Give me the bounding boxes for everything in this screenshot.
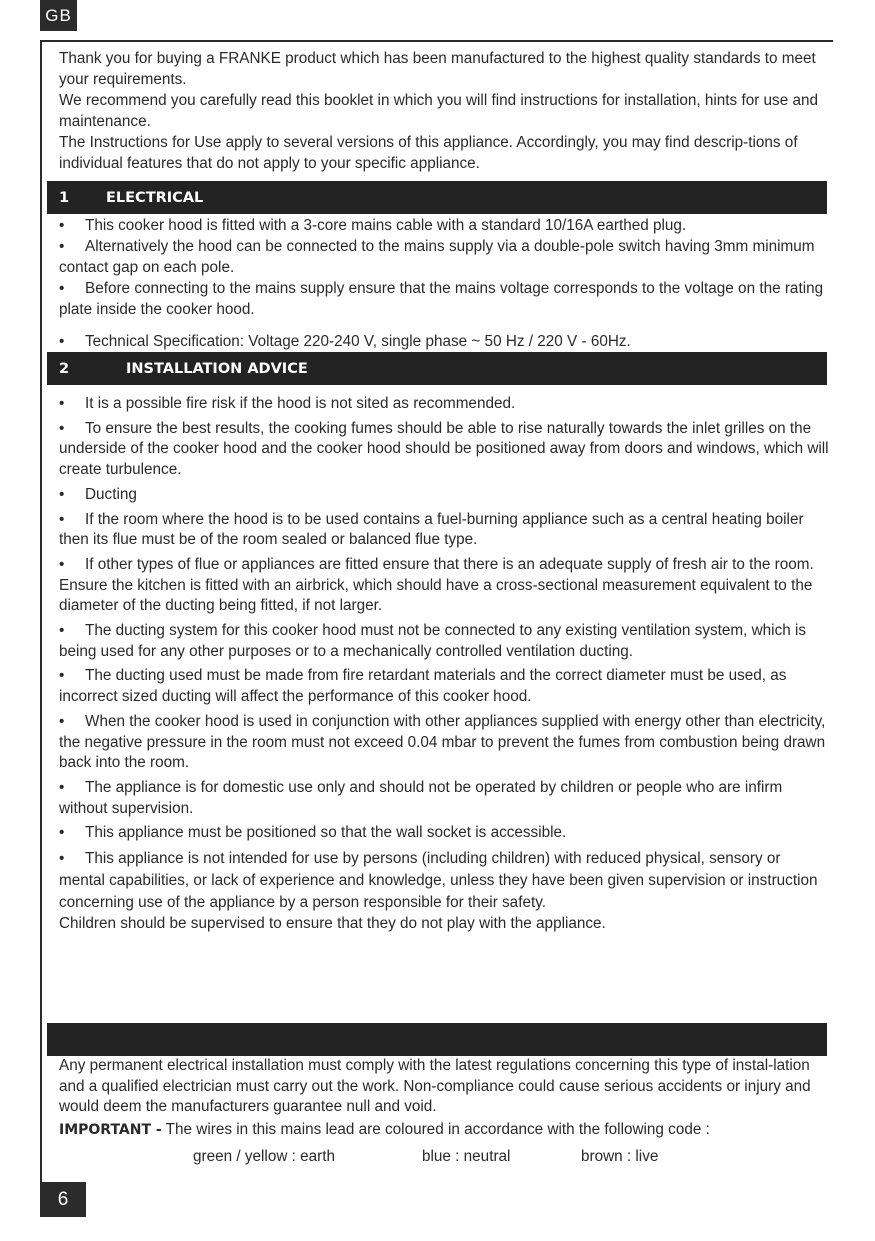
- list-item: • Alternatively the hood can be connected to the mains supply via a double-pole switch having 3mm minimum contact gap on each pole.: [59, 238, 815, 276]
- children-note: Children should be supervised to ensure that they do not play with the appliance.: [59, 915, 606, 933]
- intro-paragraph: We recommend you carefully read this booklet in which you will find instructions for installation, hints for use and maintenance.: [59, 92, 818, 130]
- top-rule: [40, 40, 833, 42]
- list-item: • This appliance is not intended for use by persons (including children) with reduced physical, sensory or mental capabilities, or lack of experience and knowledge, unless they have been given supervision or instruction concerning use of the appliance by a person responsible for their safety.: [59, 850, 818, 912]
- wiring-section: [59, 1056, 829, 1140]
- list-item: • If other types of flue or appliances are fitted ensure that there is an adequate supply of fresh air to the room. Ensure the kitchen is fitted with an airbrick, which should have a cross-sectional measurement equivalent to the diameter of the ducting being fitted, if not larger.: [59, 555, 814, 615]
- list-item: • This cooker hood is fitted with a 3-core mains cable with a standard 10/16A earthed plug.: [59, 217, 687, 234]
- list-item: • The appliance is for domestic use only and should not be operated by children or people who are infirm without supervision.: [59, 778, 783, 817]
- list-item: • The ducting system for this cooker hood must not be connected to any existing ventilation system, which is being used for any other purposes or to a mechanically controlled ventilation ducting.: [59, 622, 807, 660]
- section-header-installation: [47, 352, 827, 385]
- important-note: IMPORTANT - The wires in this mains lead are coloured in accordance with the following code :: [59, 1120, 710, 1138]
- list-item: • To ensure the best results, the cooking fumes should be able to rise naturally towards the inlet grilles on the underside of the cooker hood and the cooker hood should be positioned away from doors and windows, which will create turbulence.: [59, 419, 829, 479]
- list-item: • It is a possible fire risk if the hood is not sited as recommended.: [59, 395, 516, 412]
- intro-paragraph: The Instructions for Use apply to several versions of this appliance. Accordingly, you may find descrip-tions of individual features that do not apply to your specific appliance.: [59, 134, 798, 172]
- intro-section: [59, 48, 829, 174]
- wire-neutral: blue : neutral: [422, 1148, 511, 1165]
- left-rule: [40, 40, 42, 1182]
- intro-paragraph: Thank you for buying a FRANKE product which has been manufactured to the highest quality standards to meet your requirements.: [59, 50, 816, 88]
- section-number: 1: [59, 189, 70, 206]
- wire-earth: green / yellow : earth: [193, 1148, 335, 1165]
- electrical-list: [59, 215, 829, 320]
- section-header-wiring: [47, 1023, 827, 1056]
- wiring-paragraph: Any permanent electrical installation must comply with the latest regulations concerning this type of instal-lation and a qualified electrician must carry out the work. Non-compliance could cause serious accidents or injury and would deem the manufacturers guarantee null and void.: [59, 1057, 811, 1115]
- important-label: IMPORTANT -: [59, 1121, 162, 1138]
- section-number: 2: [59, 360, 70, 377]
- installation-list: [59, 394, 829, 935]
- language-tab: GB: [40, 0, 77, 31]
- list-item: • Ducting: [59, 485, 137, 503]
- list-item: • This appliance must be positioned so that the wall socket is accessible.: [59, 824, 567, 842]
- wire-live: brown : live: [581, 1148, 659, 1165]
- technical-specification: • Technical Specification: Voltage 220-240 V, single phase ~ 50 Hz / 220 V - 60Hz.: [59, 333, 631, 350]
- section-header-electrical: [47, 181, 827, 214]
- page-number: 6: [40, 1182, 86, 1217]
- list-item: • When the cooker hood is used in conjunction with other appliances supplied with energy other than electricity, the negative pressure in the room must not exceed 0.04 mbar to prevent the fumes from combustion being drawn back into the room.: [59, 712, 826, 772]
- list-item: • If the room where the hood is to be used contains a fuel-burning appliance such as a central heating boiler then its flue must be of the room sealed or balanced flue type.: [59, 510, 804, 549]
- list-item: • The ducting used must be made from fire retardant materials and the correct diameter must be used, as incorrect sized ducting will affect the performance of this cooker hood.: [59, 667, 787, 706]
- section-title: INSTALLATION ADVICE: [126, 360, 308, 377]
- section-title: ELECTRICAL: [106, 189, 204, 206]
- list-item: • Before connecting to the mains supply ensure that the mains voltage corresponds to the voltage on the rating plate inside the cooker hood.: [59, 280, 824, 318]
